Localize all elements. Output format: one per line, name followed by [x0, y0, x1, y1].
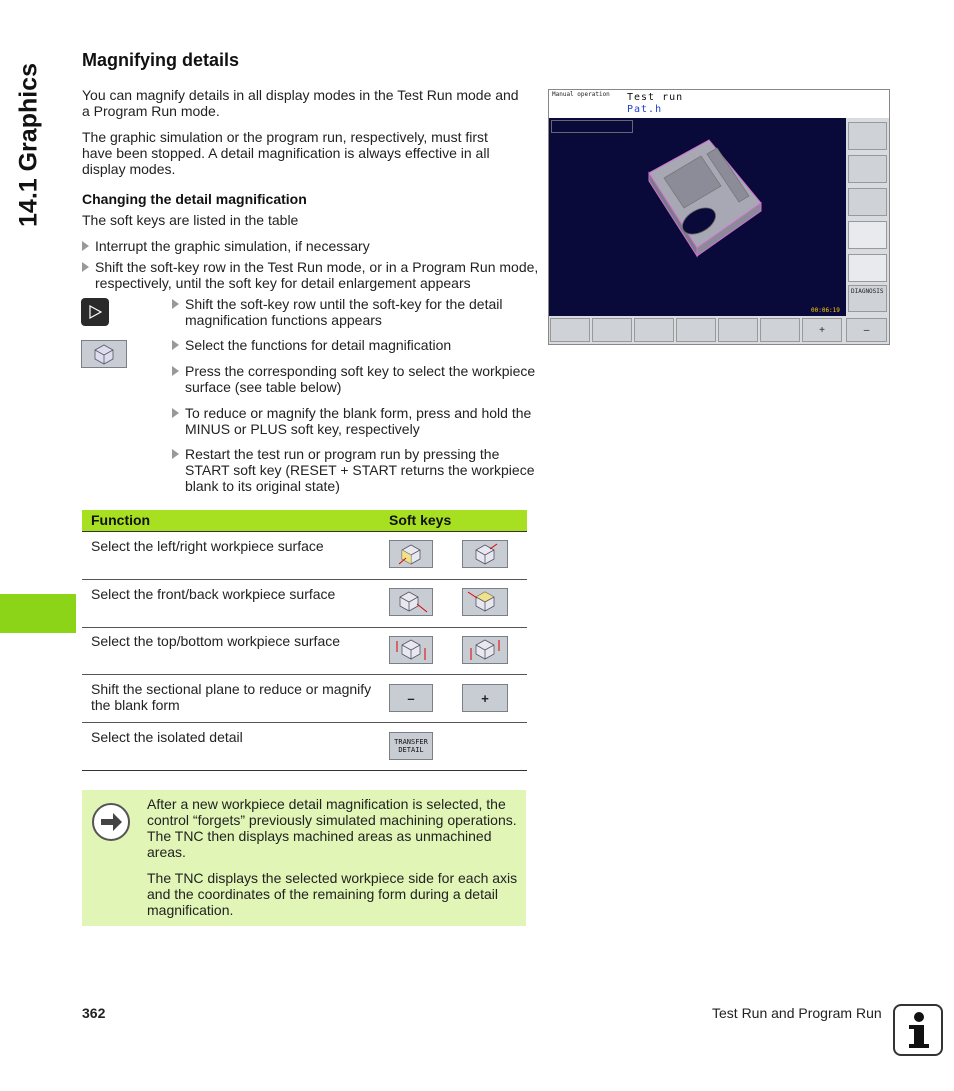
- s-function-softkey[interactable]: [848, 155, 887, 183]
- triangle-bullet-icon: [172, 408, 179, 418]
- cube-back-arrow-icon: [465, 590, 505, 614]
- header-softkeys: Soft keys: [389, 512, 452, 528]
- left-surface-softkey[interactable]: [389, 540, 433, 568]
- detail-magnification-softkey[interactable]: [81, 340, 127, 368]
- intro-paragraph-1: You can magnify details in all display modes in the Test Run mode and a Program Run mode.: [82, 87, 519, 119]
- info-icon: [893, 1004, 943, 1056]
- step-item: Shift the soft-key row until the soft-key for the detail magnification functions appears: [172, 296, 540, 328]
- front-surface-softkey[interactable]: [389, 588, 433, 616]
- minus-softkey[interactable]: –: [389, 684, 433, 712]
- diagnosis-softkey[interactable]: DIAGNOSIS: [848, 285, 887, 312]
- front-view-softkey[interactable]: [634, 318, 674, 342]
- transfer-detail-softkey[interactable]: TRANSFER DETAIL: [389, 732, 433, 760]
- step-item: To reduce or magnify the blank form, press and hold the MINUS or PLUS soft key, respectively: [172, 405, 540, 437]
- m-function-softkey[interactable]: [848, 122, 887, 150]
- play-triangle-icon: [88, 305, 102, 319]
- intro-paragraph-2: The graphic simulation or the program run, respectively, must first have been stopped. A detail magnification is always effective in all display modes.: [82, 129, 490, 177]
- t-function-softkey[interactable]: [848, 188, 887, 216]
- step-item: Restart the test run or program run by pressing the START soft key (RESET + START returns the workpiece blank to its original state): [172, 446, 540, 494]
- step-item: Select the functions for detail magnification: [172, 337, 540, 353]
- table-row-text: Shift the sectional plane to reduce or magnify the blank form: [91, 681, 372, 713]
- bottom-surface-softkey[interactable]: [462, 636, 508, 664]
- table-divider: [82, 579, 527, 580]
- plus-softkey[interactable]: +: [462, 684, 508, 712]
- right-surface-softkey[interactable]: [462, 540, 508, 568]
- cube-front-arrow-icon: [391, 590, 431, 614]
- right-view-softkey[interactable]: [592, 318, 632, 342]
- table-header: [82, 510, 527, 531]
- mode-left: Manual operation: [552, 91, 610, 98]
- triangle-bullet-icon: [172, 366, 179, 376]
- cube-icon: [93, 343, 115, 365]
- program-name: Pat.h: [627, 104, 663, 115]
- page-number: 362: [82, 1005, 106, 1021]
- triangle-bullet-icon: [82, 262, 89, 272]
- note-paragraph-2: The TNC displays the selected workpiece side for each axis and the coordinates of the remaining form during a detail magnification.: [147, 870, 518, 918]
- table-divider: [82, 722, 527, 723]
- next-softkey-row-key[interactable]: [81, 298, 109, 326]
- graphics-area: [549, 118, 846, 316]
- chapter-tab-marker: [0, 594, 76, 633]
- table-divider: [82, 627, 527, 628]
- cube-top-arrow-icon: [391, 638, 431, 662]
- arrow-right-icon: [92, 803, 130, 841]
- empty-softkey[interactable]: [848, 254, 887, 282]
- cube-left-arrow-icon: [398, 543, 424, 565]
- cube-bottom-arrow-icon: [465, 638, 505, 662]
- empty-softkey[interactable]: [848, 221, 887, 249]
- time-readout: 00:06:19: [811, 307, 840, 314]
- bottom-view-softkey[interactable]: [760, 318, 800, 342]
- section-title: Magnifying details: [82, 50, 240, 70]
- chapter-title-vertical: 14.1 Graphics: [14, 63, 43, 227]
- screen-plus-softkey[interactable]: +: [802, 318, 842, 342]
- table-row-text: Select the top/bottom workpiece surface: [91, 633, 341, 649]
- back-surface-softkey[interactable]: [462, 588, 508, 616]
- top-view-softkey[interactable]: [718, 318, 758, 342]
- subheading: Changing the detail magnification: [82, 191, 307, 207]
- triangle-bullet-icon: [82, 241, 89, 251]
- back-view-softkey[interactable]: [676, 318, 716, 342]
- screen-minus-softkey[interactable]: –: [846, 318, 887, 342]
- table-divider: [82, 674, 527, 675]
- top-surface-softkey[interactable]: [389, 636, 433, 664]
- step-item: Press the corresponding soft key to select the workpiece surface (see table below): [172, 363, 540, 395]
- table-row-text: Select the left/right workpiece surface: [91, 538, 324, 554]
- table-row-text: Select the isolated detail: [91, 729, 243, 745]
- table-divider: [82, 531, 527, 532]
- horizontal-softkey-row: [549, 316, 889, 344]
- triangle-bullet-icon: [172, 449, 179, 459]
- mode-right: Test run: [627, 92, 684, 103]
- cube-right-arrow-icon: [472, 543, 498, 565]
- left-view-softkey[interactable]: [550, 318, 590, 342]
- triangle-bullet-icon: [172, 299, 179, 309]
- tnc-screen: [548, 89, 890, 345]
- note-paragraph-1: After a new workpiece detail magnification is selected, the control “forgets” previously simulated machining operations. The TNC then displays machined areas as unmachined areas.: [147, 796, 517, 860]
- table-divider: [82, 770, 527, 771]
- footer-chapter: Test Run and Program Run: [712, 1005, 882, 1021]
- triangle-bullet-icon: [172, 340, 179, 350]
- workpiece-3d-icon: [549, 118, 846, 316]
- vertical-softkey-column: [846, 118, 889, 316]
- table-row-text: Select the front/back workpiece surface: [91, 586, 336, 602]
- bullet-item: Shift the soft-key row in the Test Run mode, or in a Program Run mode, respectively, until the soft key for detail enlargement appears: [82, 259, 540, 291]
- header-function: Function: [91, 512, 151, 528]
- bullet-item: Interrupt the graphic simulation, if necessary: [82, 238, 527, 254]
- subtext: The soft keys are listed in the table: [82, 212, 299, 228]
